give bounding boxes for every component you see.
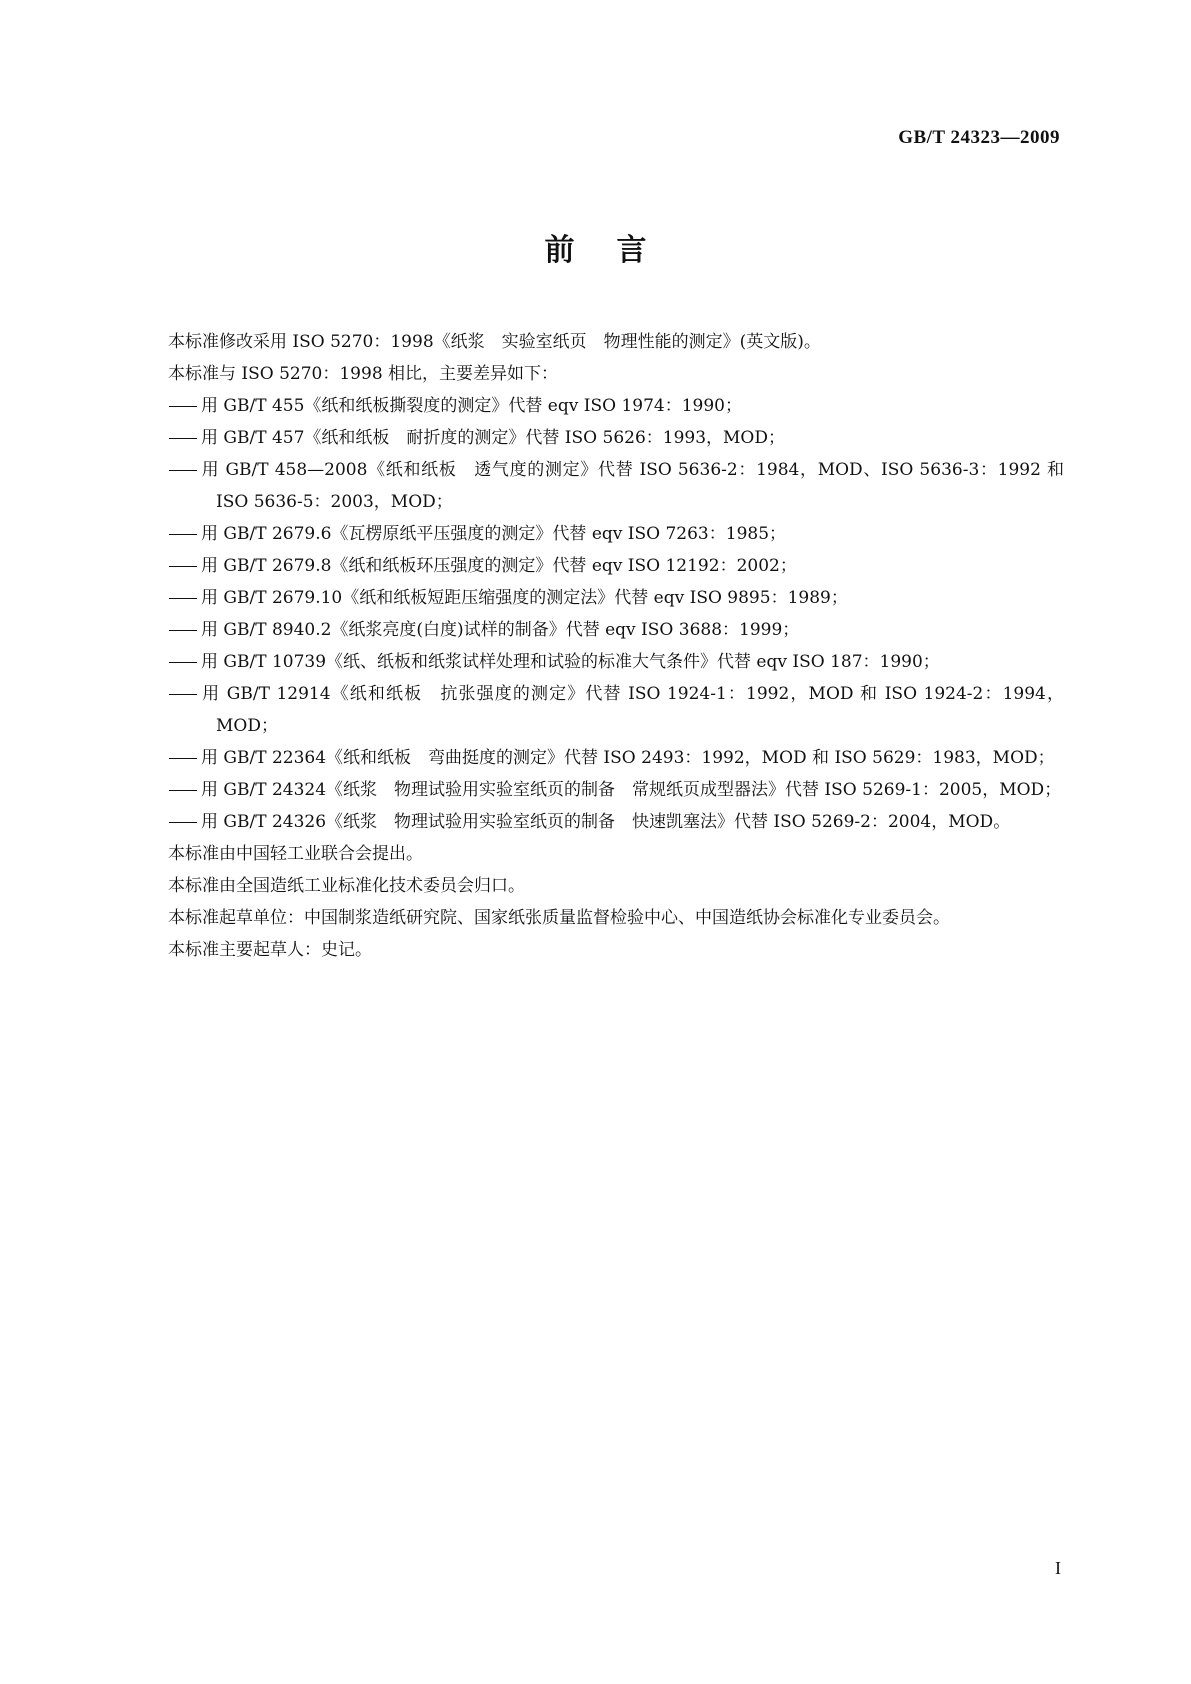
list-item-text: 用 GB/T 457《纸和纸板 耐折度的测定》代替 ISO 5626：1993，MOD； [201, 428, 786, 448]
list-item [134, 806, 1064, 838]
dash-icon [169, 790, 197, 791]
proposer-paragraph: 本标准由中国轻工业联合会提出。 [168, 844, 423, 864]
list-item-text: 用 GB/T 10739《纸、纸板和纸浆试样处理和试验的标准大气条件》代替 eqv ISO 187：1990； [201, 652, 940, 672]
dash-icon [169, 406, 197, 407]
list-item [134, 742, 1064, 774]
page-title: 前言 [544, 233, 689, 268]
dash-icon [169, 630, 197, 631]
page-number: I [1055, 1558, 1061, 1578]
document-body [134, 326, 1064, 966]
list-item [134, 678, 1064, 742]
differences-intro: 本标准与 ISO 5270：1998 相比，主要差异如下： [168, 364, 559, 384]
list-item-text: 用 GB/T 8940.2《纸浆亮度(白度)试样的制备》代替 eqv ISO 3688：1999； [201, 620, 800, 640]
administrator-paragraph: 本标准由全国造纸工业标准化技术委员会归口。 [168, 876, 525, 896]
list-item-text: 用 GB/T 24326《纸浆 物理试验用实验室纸页的制备 快速凯塞法》代替 ISO 5269-2：2004，MOD。 [201, 812, 1011, 832]
list-item-text: 用 GB/T 458—2008《纸和纸板 透气度的测定》代替 ISO 5636-2：1984，MOD、ISO 5636-3：1992 和 ISO 5636-5：2003，MOD； [201, 460, 1064, 512]
standard-code: GB/T 24323—2009 [898, 127, 1060, 148]
list-item [134, 454, 1064, 518]
list-item [134, 582, 1064, 614]
list-item-text: 用 GB/T 2679.6《瓦楞原纸平压强度的测定》代替 eqv ISO 7263：1985； [201, 524, 787, 544]
dash-icon [169, 822, 197, 823]
list-item-text: 用 GB/T 455《纸和纸板撕裂度的测定》代替 eqv ISO 1974：1990； [201, 396, 742, 416]
list-item [134, 422, 1064, 454]
dash-icon [169, 438, 197, 439]
intro-paragraph: 本标准修改采用 ISO 5270：1998《纸浆 实验室纸页 物理性能的测定》(英文版)。 [168, 332, 821, 352]
list-item-text: 用 GB/T 22364《纸和纸板 弯曲挺度的测定》代替 ISO 2493：1992，MOD 和 ISO 5629：1983，MOD； [201, 748, 1055, 768]
list-item [134, 774, 1064, 806]
dash-icon [169, 566, 197, 567]
list-item-text: 用 GB/T 12914《纸和纸板 抗张强度的测定》代替 ISO 1924-1：1992，MOD 和 ISO 1924-2：1994，MOD； [201, 684, 1064, 736]
dash-icon [169, 534, 197, 535]
dash-icon [169, 662, 197, 663]
list-item [134, 518, 1064, 550]
differences-list [134, 390, 1064, 838]
list-item [134, 390, 1064, 422]
list-item [134, 550, 1064, 582]
dash-icon [169, 470, 197, 471]
dash-icon [169, 758, 197, 759]
list-item-text: 用 GB/T 2679.10《纸和纸板短距压缩强度的测定法》代替 eqv ISO 9895：1989； [201, 588, 848, 608]
drafting-units-paragraph: 本标准起草单位：中国制浆造纸研究院、国家纸张质量监督检验中心、中国造纸协会标准化专业委员会。 [168, 908, 950, 928]
list-item [134, 614, 1064, 646]
list-item-text: 用 GB/T 2679.8《纸和纸板环压强度的测定》代替 eqv ISO 12192：2002； [201, 556, 797, 576]
dash-icon [169, 598, 197, 599]
list-item-text: 用 GB/T 24324《纸浆 物理试验用实验室纸页的制备 常规纸页成型器法》代替 ISO 5269-1：2005，MOD； [201, 780, 1062, 800]
list-item [134, 646, 1064, 678]
dash-icon [169, 694, 197, 695]
drafters-paragraph: 本标准主要起草人：史记。 [168, 940, 372, 960]
